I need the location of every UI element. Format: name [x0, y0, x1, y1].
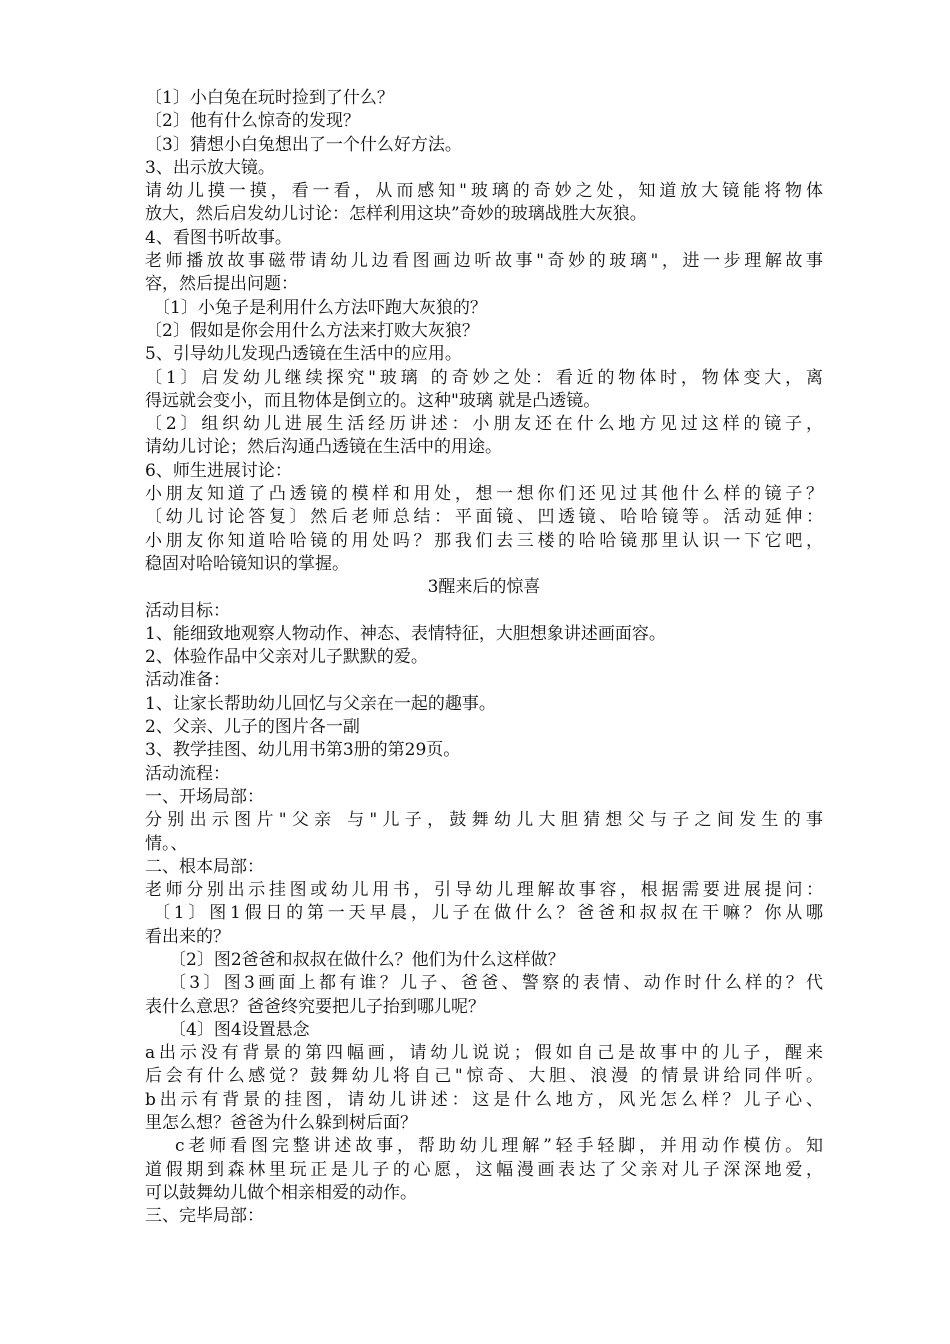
text-line: 〔3〕猜想小白兔想出了一个什么好方法。 [145, 134, 462, 155]
text-line: 〔幼儿讨论答复〕然后老师总结：平面镜、凹透镜、哈哈镜等。活动延伸： [145, 507, 823, 528]
text-line: 可以鼓舞幼儿做个相亲相爱的动作。 [145, 1182, 417, 1203]
text-line: a出示没有背景的第四幅画，请幼儿说说；假如自己是故事中的儿子，醒来 [145, 1043, 823, 1064]
section-heading: 4、看图书听故事。 [145, 227, 292, 248]
text-line: 请幼儿摸一摸，看一看，从而感知"玻璃的奇妙之处，知道放大镜能将物体 [145, 181, 823, 202]
text-line: 小朋友你知道哈哈镜的用处吗？那我们去三楼的哈哈镜那里认识一下它吧， [145, 530, 823, 551]
text-line: 2、体验作品中父亲对儿子默默的爱。 [145, 647, 428, 668]
text-line: 老师分别出示挂图或幼儿用书，引导幼儿理解故事容，根据需要进展提问： [145, 880, 823, 901]
text-line: 〔2〕假如是你会用什么方法来打败大灰狼？ [145, 320, 479, 341]
document-body [145, 87, 823, 1229]
text-line: 表什么意思？爸爸终究要把儿子抬到哪儿呢？ [145, 996, 485, 1017]
section-heading: 一、开场局部： [145, 786, 264, 807]
text-line: b出示有背景的挂图，请幼儿讲述：这是什么地方，风光怎么样？儿子心、 [145, 1089, 823, 1110]
text-line: 道假期到森林里玩正是儿子的心愿，这幅漫画表达了父亲对儿子深深地爱， [145, 1159, 823, 1180]
text-line: 老师播放故事磁带请幼儿边看图画边听故事"奇妙的玻璃"，进一步理解故事 [145, 251, 823, 272]
text-line: 〔2〕图2爸爸和叔叔在做什么？他们为什么这样做？ [169, 949, 565, 970]
text-line: 3、教学挂图、幼儿用书第3册的第29页。 [145, 740, 461, 761]
text-line: 1、能细致地观察人物动作、神态、表情特征，大胆想象讲述画面容。 [145, 623, 666, 644]
text-line: 得远就会变小，而且物体是倒立的。这种"玻璃 就是凸透镜。 [145, 390, 601, 411]
text-line: 〔1〕小白兔在玩时捡到了什么？ [145, 88, 394, 108]
section-heading: 5、引导幼儿发现凸透镜在生活中的应用。 [145, 344, 462, 365]
section-heading: 二、根本局部： [145, 856, 264, 877]
text-line: 〔4〕图4设置悬念 [169, 1019, 310, 1040]
text-line: 请幼儿讨论；然后沟通凸透镜在生活中的用途。 [145, 437, 502, 458]
text-line: 〔1〕启发幼儿继续探究"玻璃 的奇妙之处：看近的物体时，物体变大，离 [145, 367, 823, 388]
text-line: 〔2〕组织幼儿进展生活经历讲述：小朋友还在什么地方见过这样的镜子， [145, 414, 823, 435]
section-heading: 3、出示放大镜。 [145, 157, 275, 178]
section-heading: 三、完毕局部： [145, 1206, 264, 1227]
text-line: 里怎么想？爸爸为什么躲到树后面？ [145, 1113, 417, 1134]
section-heading: 6、师生进展讨论： [145, 460, 292, 481]
text-line: 〔2〕他有什么惊奇的发现？ [145, 111, 360, 132]
section-heading: 活动流程： [145, 763, 230, 784]
text-line: 分别出示图片"父亲 与"儿子，鼓舞幼儿大胆猜想父与子之间发生的事 [145, 810, 823, 831]
text-line: 情。、 [145, 833, 188, 854]
section-heading: 活动目标： [145, 600, 230, 621]
text-line: c老师看图完整讲述故事，帮助幼儿理解”轻手轻脚，并用动作模仿。知 [175, 1136, 823, 1157]
section-heading: 活动准备： [145, 670, 230, 691]
text-line: 放大，然后启发幼儿讨论：怎样利用这块”奇妙的玻璃战胜大灰狼。 [145, 204, 647, 225]
text-line: 〔1〕小兔子是利用什么方法吓跑大灰狼的？ [153, 297, 487, 318]
text-line: 1、让家长帮助幼儿回忆与父亲在一起的趣事。 [145, 693, 496, 714]
text-line: 2、父亲、儿子的图片各一副 [145, 717, 360, 738]
text-line: 稳固对哈哈镜知识的掌握。 [145, 553, 349, 574]
text-line: 〔3〕图3画面上都有谁？儿子、爸爸、警察的表情、动作时什么样的？代 [169, 973, 823, 994]
text-line: 容，然后提出问题： [145, 274, 298, 295]
text-line: 后会有什么感觉？鼓舞幼儿将自己"惊奇、大胆、浪漫 的情景讲给同伴听。 [145, 1066, 823, 1087]
text-line: 看出来的？ [145, 926, 230, 947]
text-line: 小朋友知道了凸透镜的模样和用处，想一想你们还见过其他什么样的镜子？ [145, 484, 823, 505]
lesson-title: 3醒来后的惊喜 [427, 577, 541, 598]
text-line: 〔1〕图1假日的第一天早晨，儿子在做什么？爸爸和叔叔在干嘛？你从哪 [153, 903, 823, 924]
